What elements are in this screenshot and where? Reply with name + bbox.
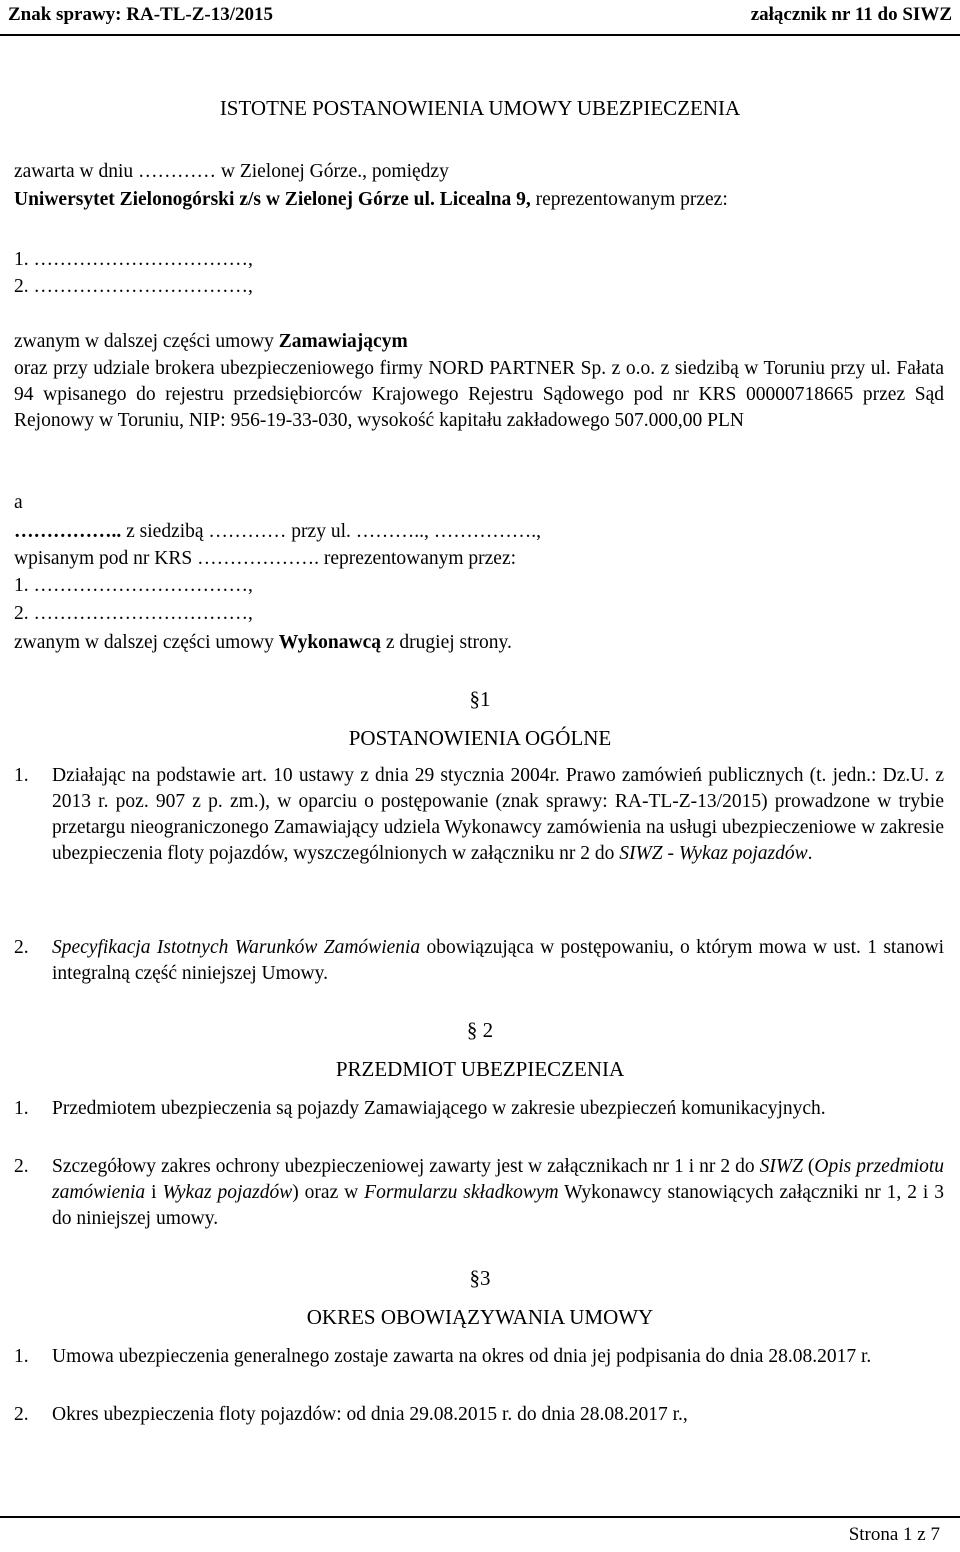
item-number: 2. xyxy=(14,1156,29,1177)
item-text-end: . xyxy=(807,843,813,864)
case-number: Znak sprawy: RA-TL-Z-13/2015 xyxy=(8,4,273,25)
page-header xyxy=(0,0,960,36)
ordering-party-term: Zamawiającym xyxy=(278,331,408,352)
contractor-line xyxy=(14,519,541,545)
section-1-item-1 xyxy=(52,763,944,867)
page-number: Strona 1 z 7 xyxy=(848,1524,940,1545)
item-text: i xyxy=(145,1182,163,1203)
contractor-term-prefix: zwanym w dalszej części umowy xyxy=(14,632,279,653)
contractor-address: z siedzibą ………… przy ul. ……….., ……………., xyxy=(121,521,541,542)
item-italic: SIWZ - Wykaz pojazdów xyxy=(619,843,808,864)
item-text: Szczegółowy zakres ochrony ubezpieczeniowej zawarty jest w załącznikach nr 1 i nr 2 do xyxy=(52,1156,760,1177)
page-footer xyxy=(0,1516,960,1552)
item-number: 2. xyxy=(14,937,29,958)
representative-2: 2. ……………………………, xyxy=(14,276,253,297)
document-title: ISTOTNE POSTANOWIENIA UMOWY UBEZPIECZENIA xyxy=(219,96,741,120)
contractor-rep-1: 1. ……………………………, xyxy=(14,575,253,596)
item-number: 1. xyxy=(14,1098,29,1119)
section-2-item-2 xyxy=(52,1154,944,1232)
ordering-party-line xyxy=(14,329,408,355)
item-text: Wykonawcy stanowiących załączniki nr 1, 2 i 3 do niniejszej umowy. xyxy=(52,1182,944,1229)
contractor-term-line xyxy=(14,630,512,656)
item-italic: SIWZ xyxy=(759,1156,803,1177)
item-italic: Opis przedmiotu zamówienia xyxy=(52,1156,944,1203)
section-2-item-1: Przedmiotem ubezpieczenia są pojazdy Zamawiającego w zakresie ubezpieczeń komunikacyjnych. xyxy=(52,1098,826,1119)
item-text: Działając na podstawie art. 10 ustawy z dnia 29 stycznia 2004r. Prawo zamówień publicznych (t. jedn.: Dz.U. z 2013 r. poz. 907 z p. zm.), w oparciu o postępowanie (znak sprawy: RA-TL-Z-13/2015) prowadzone w trybie przetargu nieograniczonego Zamawiający udziela Wykonawcy zamówienia na usługi ubezpieczeniowe w zakresie ubezpieczenia floty pojazdów, wyszczególnionych w załączniku nr 2 do xyxy=(52,765,944,864)
university-name: Uniwersytet Zielonogórski z/s w Zielonej Górze ul. Licealna 9, xyxy=(14,189,531,210)
item-number: 1. xyxy=(14,765,29,786)
contractor-name-blank: …………….. xyxy=(14,521,122,542)
item-italic: Wykaz pojazdów xyxy=(162,1182,293,1203)
attachment-label: załącznik nr 11 do SIWZ xyxy=(750,4,952,25)
section-2-sign: § 2 xyxy=(466,1018,494,1042)
item-number: 1. xyxy=(14,1346,29,1367)
represented-by: reprezentowanym przez: xyxy=(530,189,728,210)
section-3-item-2: Okres ubezpieczenia floty pojazdów: od dnia 29.08.2015 r. do dnia 28.08.2017 r., xyxy=(52,1404,688,1425)
section-1-item-2 xyxy=(52,935,944,987)
section-3-sign: §3 xyxy=(469,1266,491,1290)
contractor-term: Wykonawcą xyxy=(278,632,382,653)
section-2-heading: PRZEDMIOT UBEZPIECZENIA xyxy=(335,1057,625,1081)
item-italic: Formularzu składkowym xyxy=(364,1182,559,1203)
broker-paragraph: oraz przy udziale brokera ubezpieczeniowego firmy NORD PARTNER Sp. z o.o. z siedzibą w Toruniu przy ul. Fałata 94 wpisanego do rejestru przedsiębiorców Krajowego Rejestru Sądowego pod nr KRS 00000718665 przez Sąd Rejonowy w Toruniu, NIP: 956-19-33-030, wysokość kapitału zakładowego 507.000,00 PLN xyxy=(14,358,944,431)
representative-1: 1. ……………………………, xyxy=(14,249,253,270)
item-text: ) oraz w xyxy=(292,1182,365,1203)
item-italic: Specyfikacja Istotnych Warunków Zamówienia xyxy=(52,937,421,958)
section-1-heading: POSTANOWIENIA OGÓLNE xyxy=(348,726,612,750)
section-1-sign: §1 xyxy=(469,687,491,711)
intro-line: zawarta w dniu ………… w Zielonej Górze., pomiędzy xyxy=(14,161,449,182)
section-3-heading: OKRES OBOWIĄZYWANIA UMOWY xyxy=(306,1305,654,1329)
party-line xyxy=(14,187,728,213)
contractor-rep-2: 2. ……………………………, xyxy=(14,603,253,624)
item-text: obowiązująca w postępowaniu, o którym mowa w ust. 1 stanowi integralną część niniejszej Umowy. xyxy=(52,937,944,984)
contractor-krs: wpisanym pod nr KRS ………………. reprezentowanym przez: xyxy=(14,548,517,569)
contractor-a: a xyxy=(14,492,23,513)
contractor-term-suffix: z drugiej strony. xyxy=(381,632,512,653)
section-3-item-1: Umowa ubezpieczenia generalnego zostaje zawarta na okres od dnia jej podpisania do dnia 28.08.2017 r. xyxy=(52,1346,872,1367)
ordering-party-prefix: zwanym w dalszej części umowy xyxy=(14,331,279,352)
item-text: ( xyxy=(802,1156,815,1177)
item-number: 2. xyxy=(14,1404,29,1425)
